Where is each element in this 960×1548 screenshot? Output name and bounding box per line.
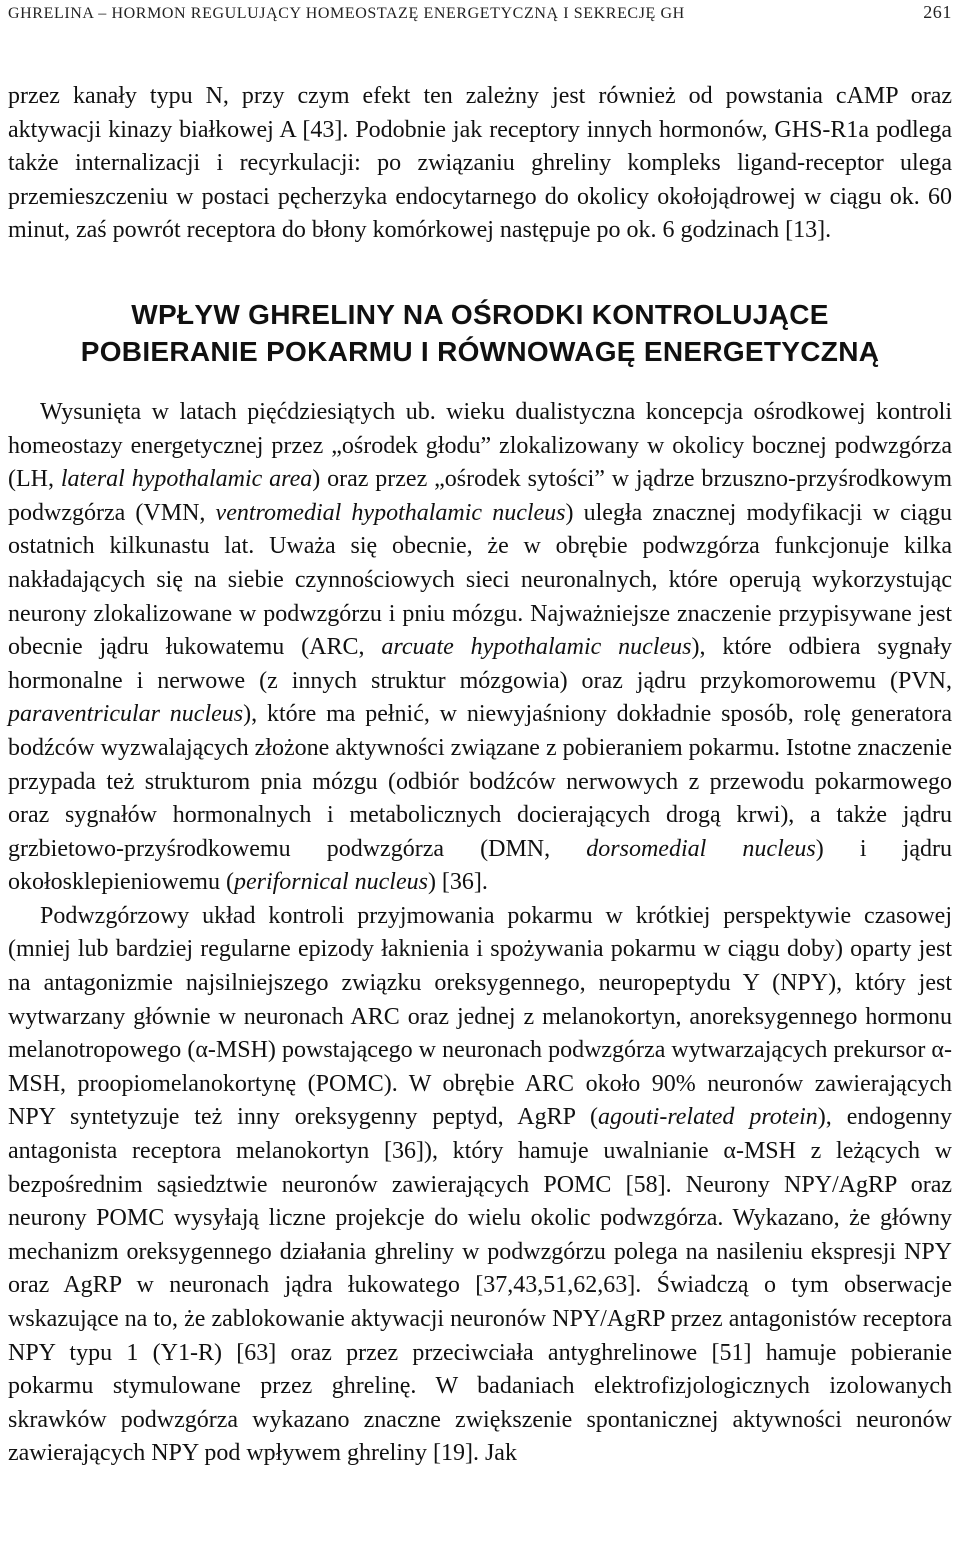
- paragraph-2-segment-2: ) oraz przez „ośrodek sytości” w jądrze brzuszno-przyśrodkowym podwzgórza (VMN,: [8, 466, 953, 526]
- paragraph-2-segment-12: ) [36].: [427, 869, 488, 896]
- paragraph-dual-center-concept: [8, 396, 952, 900]
- paragraph-2-italic-term-pvn: paraventricular nucleus: [8, 701, 244, 728]
- running-title: GHRELINA – HORMON REGULUJĄCY HOMEOSTAZĘ ENERGETYCZNĄ I SEKRECJĘ GH: [8, 5, 685, 22]
- paragraph-2-italic-term-dmn: dorsomedial nucleus: [586, 835, 816, 862]
- paragraph-2-italic-term-vmn: ventromedial hypothalamic nucleus: [215, 499, 566, 526]
- running-header: [8, 0, 952, 23]
- paragraph-3-segment-0: Podwzgórzowy układ kontroli przyjmowania pokarmu w krótkiej perspektywie czasowej (mniej lub bardziej regularne epizody łaknienia i spożywania pokarmu w ciągu doby) oparty jest na antagonizmie najsilniejszego związku oreksygennego, neuropeptydu Y (NPY), który jest wytwarzany głównie w neuronach ARC oraz jednej z melanokortyn, anoreksygennego hormonu melanotropowego (α-MSH) powstającego w neuronach podwzgórza wytwarzających prekursor α-MSH, proopiomelanokortynę (POMC). W obrębie ARC około 90% neuronów zawierających NPY syntetyzuje też inny oreksygenny peptyd, AgRP (: [8, 902, 952, 1131]
- paragraph-feeding-control: [8, 900, 952, 1471]
- paragraph-2-italic-term-arc: arcuate hypothalamic nucleus: [381, 634, 692, 661]
- page-number: 261: [923, 2, 952, 22]
- section-heading-line-1: WPŁYW GHRELINY NA OŚRODKI KONTROLUJĄCE: [131, 298, 829, 330]
- paragraph-1-segment-0: przez kanały typu N, przy czym efekt ten zależny jest również od powstania cAMP oraz aktywacji kinazy białkowej A [43]. Podobnie jak receptory innych hormonów, GHS-R1a podlega także internalizacji i recyrkulacji: po związaniu ghreliny kompleks ligand-receptor ulega przemieszczeniu w postaci pęcherzyka endocytarnego do okolicy okołojądrowej w ciągu ok. 60 minut, zaś powrót receptora do błony komórkowej następuje po ok. 6 godzinach [13].: [8, 83, 952, 244]
- document-page: [8, 0, 952, 1471]
- paragraph-2-italic-term-perifornical: perifornical nucleus: [233, 869, 428, 896]
- paragraph-2-segment-6: ), które odbiera sygnały hormonalne i nerwowe (z innych struktur mózgowia) oraz jądru przykomorowemu (PVN,: [8, 634, 953, 694]
- paragraph-2-segment-10: ) i jądru okołosklepieniowemu (: [8, 835, 952, 896]
- paragraph-3-italic-term-agrp: agouti-related protein: [598, 1104, 818, 1131]
- paragraph-continuation: [8, 80, 952, 248]
- section-heading: [8, 296, 952, 370]
- paragraph-3-segment-2: ), endogenny antagonista receptora melanokortyn [36]), który hamuje uwalnianie α-MSH z leżących w bezpośrednim sąsiedztwie neuronów zawierających POMC [58]. Neurony NPY/AgRP oraz neurony POMC wysyłają liczne projekcje do wielu okolic podwzgórza. Wykazano, że główny mechanizm oreksygennego działania ghreliny w podwzgórzu polega na nasileniu ekspresji NPY oraz AgRP w neuronach jądra łukowatego [37,43,51,62,63]. Świadczą o tym obserwacje wskazujące na to, że zablokowanie aktywacji neuronów NPY/AgRP przez antagonistów receptora NPY typu 1 (Y1-R) [63] oraz przez przeciwciała antyghrelinowe [51] hamuje pobieranie pokarmu stymulowane przez ghrelinę. W badaniach elektrofizjologicznych izolowanych skrawków podwzgórza wykazano znaczne zwiększenie spontanicznej aktywności neuronów zawierających NPY pod wpływem ghreliny [19]. Jak: [8, 1104, 953, 1467]
- paragraph-2-segment-0: Wysunięta w latach pięćdziesiątych ub. wieku dualistyczna koncepcja ośrodkowej kontroli homeostazy energetycznej przez „ośrodek głodu” zlokalizowany w okolicy bocznej podwzgórza (LH,: [8, 398, 952, 493]
- paragraph-2-segment-4: ) uległa znacznej modyfikacji w ciągu ostatnich kilkunastu lat. Uważa się obecnie, że w obrębie podwzgórza funkcjonuje kilka nakładających się na siebie czynnościowych sieci neuronalnych, które operują wykorzystując neurony zlokalizowane w podwzgórzu i pniu mózgu. Najważniejsze znaczenie przypisywane jest obecnie jądru łukowatemu (ARC,: [8, 499, 953, 661]
- paragraph-2-italic-term-lh: lateral hypothalamic area: [60, 466, 313, 493]
- section-heading-line-2: POBIERANIE POKARMU I RÓWNOWAGĘ ENERGETYCZNĄ: [80, 335, 880, 367]
- paragraph-2-segment-8: ), które ma pełnić, w niewyjaśniony dokładnie sposób, rolę generatora bodźców wyzwalających złożone aktywności związane z pobieraniem pokarmu. Istotne znaczenie przypada też strukturom pnia mózgu (odbiór bodźców nerwowych z przewodu pokarmowego oraz sygnałów hormonalnych i metabolicznych docierających drogą krwi), a także jądru grzbietowo-przyśrodkowemu podwzgórza (DMN,: [8, 701, 952, 862]
